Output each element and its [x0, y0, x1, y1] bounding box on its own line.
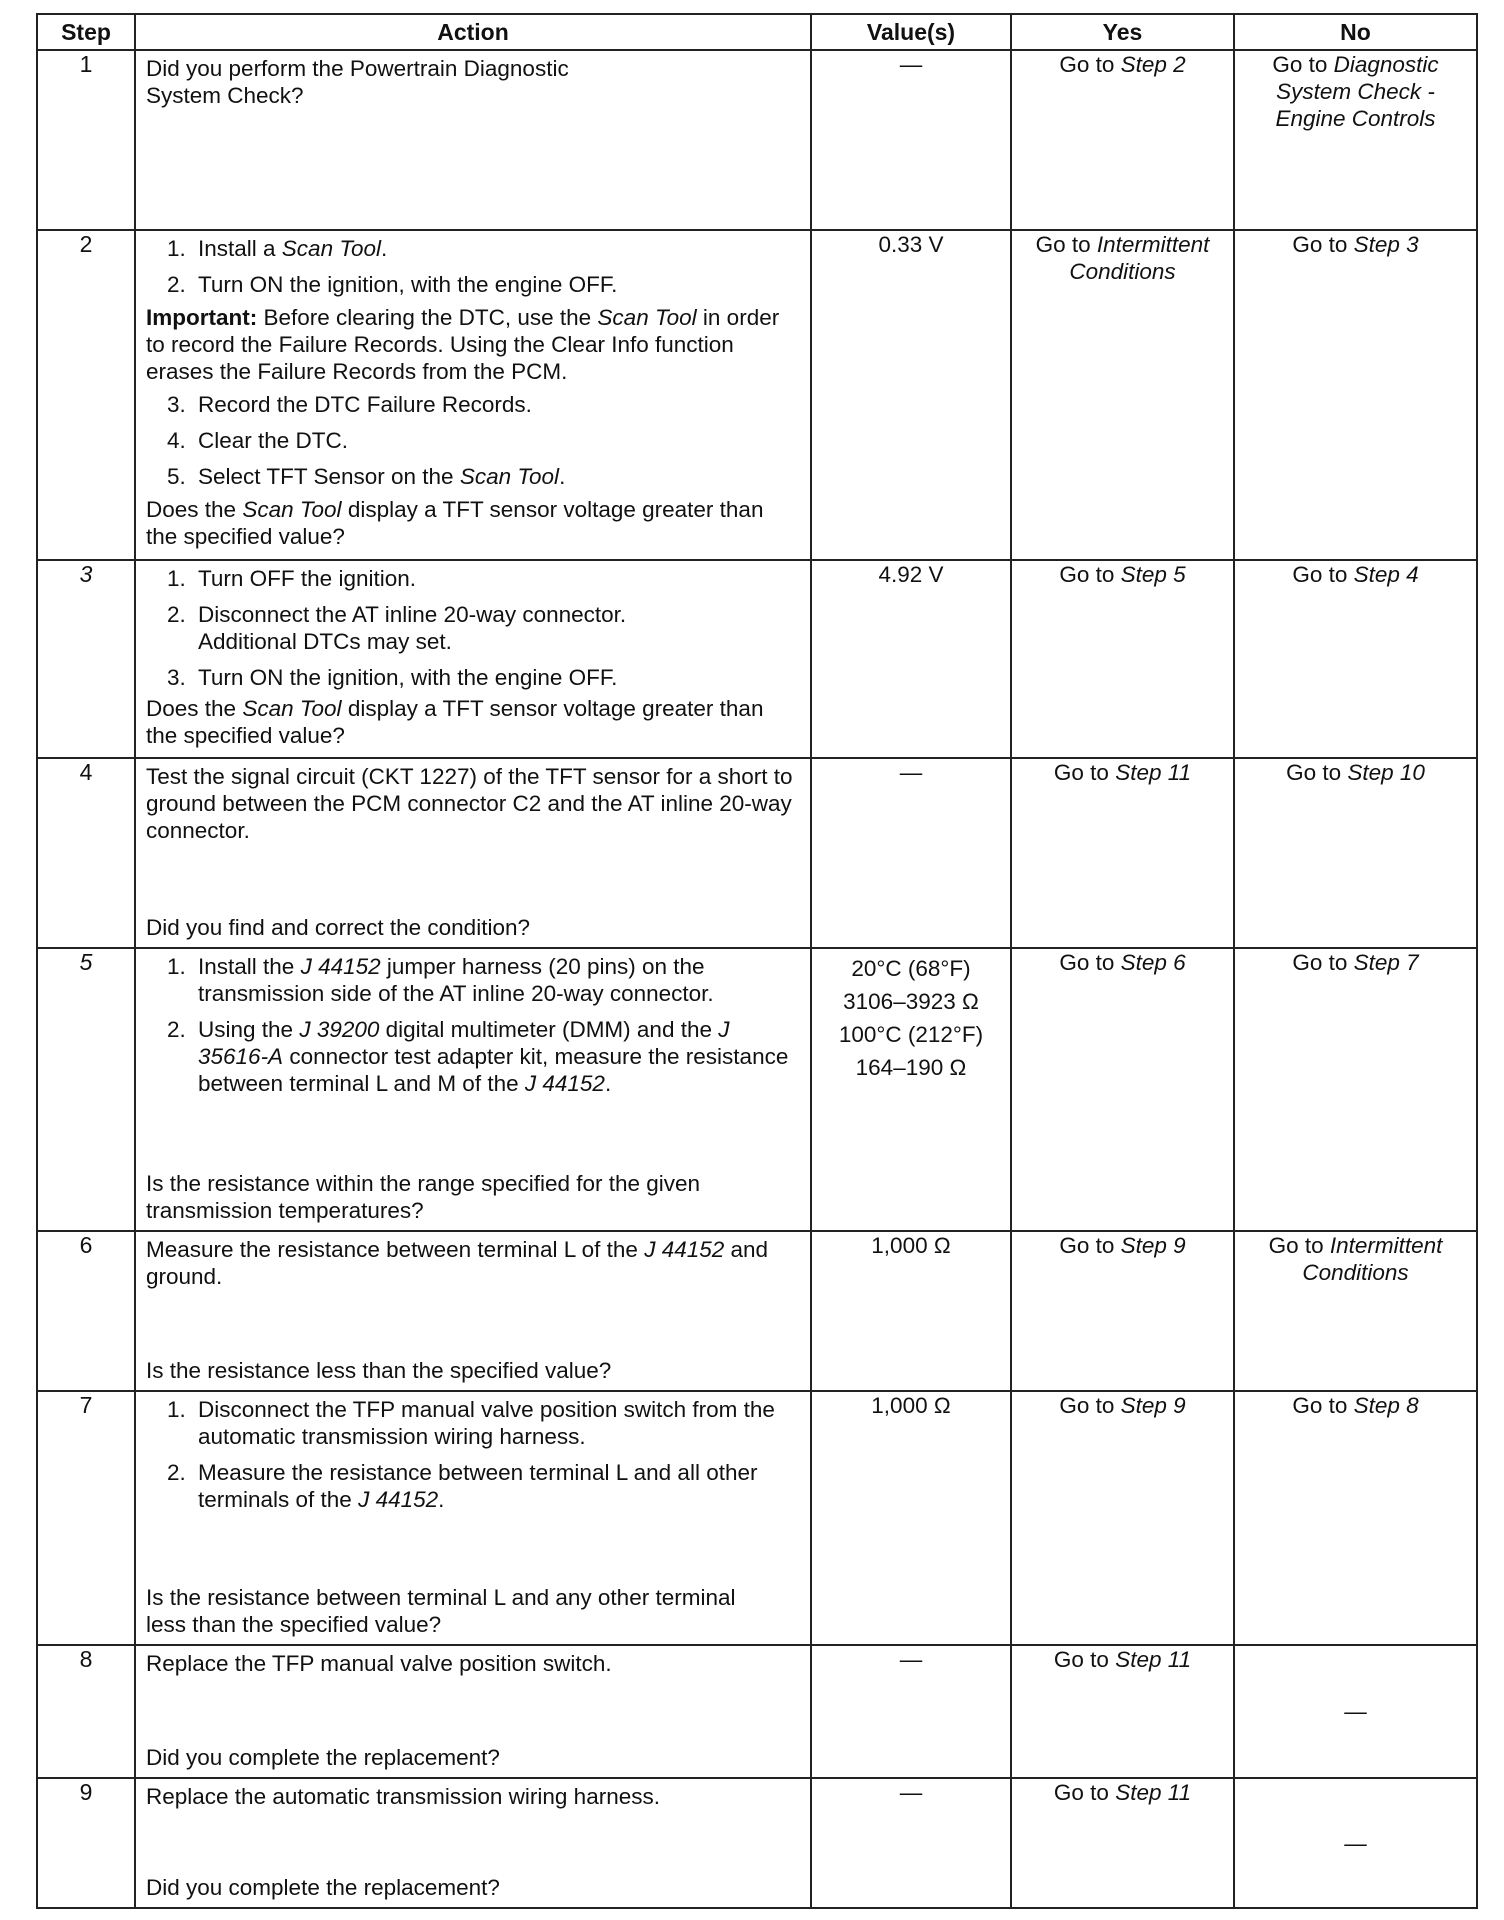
value-cell [811, 948, 1011, 1231]
yes-cell: Go to Step 2 [1011, 50, 1234, 230]
list-item: 1. Disconnect the TFP manual valve position switch from the automatic transmission wiring harness. [192, 1396, 800, 1450]
action-text: Test the signal circuit (CKT 1227) of the TFT sensor for a short to ground between the PCM connector C2 and the AT inline 20-way connector. [146, 764, 793, 843]
no-cell: Go to Step 4 [1234, 560, 1477, 758]
table-row [37, 758, 1477, 948]
question-text: Is the resistance less than the specified value? [146, 1358, 612, 1383]
value-line: 164–190 Ω [855, 1055, 967, 1080]
question-text: Is the resistance between terminal L and any other terminal less than the specified value? [146, 1585, 736, 1637]
value-cell: 1,000 Ω [811, 1231, 1011, 1391]
yes-link: Step 5 [1120, 562, 1186, 587]
yes-cell: Go to Intermittent Conditions [1011, 230, 1234, 560]
no-link: Intermittent Conditions [1302, 1233, 1443, 1285]
action-text: Replace the automatic transmission wiring harness. [146, 1784, 660, 1809]
list-item: 2. Turn ON the ignition, with the engine OFF. [192, 271, 800, 298]
diagnostic-page [36, 13, 1476, 1909]
action-cell [135, 1231, 811, 1391]
question-text: Did you find and correct the condition? [146, 915, 530, 940]
no-cell: — [1234, 1778, 1477, 1908]
yes-cell: Go to Step 11 [1011, 1778, 1234, 1908]
header-step: Step [37, 14, 135, 50]
yes-cell: Go to Step 6 [1011, 948, 1234, 1231]
step-number: 8 [37, 1645, 135, 1778]
no-cell: Go to Intermittent Conditions [1234, 1231, 1477, 1391]
no-cell: Go to Step 7 [1234, 948, 1477, 1231]
action-cell [135, 1645, 811, 1778]
value-cell: — [811, 758, 1011, 948]
table-row [37, 230, 1477, 560]
step-number: 7 [37, 1391, 135, 1645]
header-yes: Yes [1011, 14, 1234, 50]
action-cell [135, 560, 811, 758]
list-item: 4. Clear the DTC. [192, 427, 800, 454]
table-row [37, 1778, 1477, 1908]
no-link: Step 8 [1353, 1393, 1419, 1418]
action-cell [135, 948, 811, 1231]
list-item: 1. Turn OFF the ignition. [192, 565, 800, 592]
list-item: 5. Select TFT Sensor on the Scan Tool. [192, 463, 800, 490]
action-text: Measure the resistance between terminal L of the J 44152 and ground. [146, 1237, 769, 1289]
step-number: 2 [37, 230, 135, 560]
yes-link: Intermittent Conditions [1069, 232, 1210, 284]
no-cell: — [1234, 1645, 1477, 1778]
value-cell: 4.92 V [811, 560, 1011, 758]
list-item: 2. Disconnect the AT inline 20-way connector. Additional DTCs may set. [192, 601, 800, 655]
value-cell: — [811, 50, 1011, 230]
step-number: 6 [37, 1231, 135, 1391]
question-text: Did you complete the replacement? [146, 1745, 500, 1770]
value-cell: 1,000 Ω [811, 1391, 1011, 1645]
yes-link: Step 9 [1120, 1393, 1186, 1418]
yes-cell: Go to Step 11 [1011, 758, 1234, 948]
question-text: Does the Scan Tool display a TFT sensor voltage greater than the specified value? [146, 696, 764, 748]
question-text: Is the resistance within the range specified for the given transmission temperatures? [146, 1171, 701, 1223]
action-cell [135, 1778, 811, 1908]
yes-link: Step 11 [1115, 1647, 1192, 1672]
list-item: 1. Install the J 44152 jumper harness (20 pins) on the transmission side of the AT inline 20-way connector. [192, 953, 800, 1007]
question-text: Did you complete the replacement? [146, 1875, 500, 1900]
header-values: Value(s) [811, 14, 1011, 50]
yes-cell: Go to Step 11 [1011, 1645, 1234, 1778]
no-link: Step 3 [1353, 232, 1419, 257]
value-cell: 0.33 V [811, 230, 1011, 560]
yes-link: Step 2 [1120, 52, 1186, 77]
table-row [37, 1391, 1477, 1645]
no-link: Step 7 [1353, 950, 1419, 975]
list-item: 3. Record the DTC Failure Records. [192, 391, 800, 418]
no-link: Diagnostic System Check - Engine Controls [1275, 52, 1439, 131]
action-text: Did you perform the Powertrain Diagnostic System Check? [146, 56, 569, 108]
action-cell [135, 758, 811, 948]
no-cell: Go to Diagnostic System Check - Engine Controls [1234, 50, 1477, 230]
yes-link: Step 6 [1120, 950, 1186, 975]
table-row [37, 948, 1477, 1231]
header-row [37, 14, 1477, 50]
value-cell: — [811, 1778, 1011, 1908]
list-item: 1. Install a Scan Tool. [192, 235, 800, 262]
no-cell: Go to Step 3 [1234, 230, 1477, 560]
diagnostic-table [36, 13, 1478, 1909]
table-row [37, 1645, 1477, 1778]
value-line: 20°C (68°F) [851, 956, 971, 981]
table-row [37, 1231, 1477, 1391]
yes-link: Step 9 [1120, 1233, 1186, 1258]
yes-cell: Go to Step 9 [1011, 1231, 1234, 1391]
step-number: 1 [37, 50, 135, 230]
yes-link: Step 11 [1115, 1780, 1192, 1805]
no-cell: Go to Step 10 [1234, 758, 1477, 948]
value-line: 3106–3923 Ω [843, 989, 979, 1014]
step-number: 4 [37, 758, 135, 948]
table-row [37, 560, 1477, 758]
header-action: Action [135, 14, 811, 50]
question-text: Does the Scan Tool display a TFT sensor voltage greater than the specified value? [146, 497, 764, 549]
yes-cell: Go to Step 5 [1011, 560, 1234, 758]
no-cell: Go to Step 8 [1234, 1391, 1477, 1645]
no-link: Step 4 [1353, 562, 1419, 587]
action-cell [135, 1391, 811, 1645]
list-item: 3. Turn ON the ignition, with the engine OFF. [192, 664, 800, 691]
step-number: 9 [37, 1778, 135, 1908]
list-item: 2. Measure the resistance between terminal L and all other terminals of the J 44152. [192, 1459, 800, 1513]
yes-cell: Go to Step 9 [1011, 1391, 1234, 1645]
step-number: 5 [37, 948, 135, 1231]
action-cell [135, 230, 811, 560]
step-number: 3 [37, 560, 135, 758]
header-no: No [1234, 14, 1477, 50]
list-item: 2. Using the J 39200 digital multimeter (DMM) and the J 35616-A connector test adapter kit, measure the resistance between terminal L and M of the J 44152. [192, 1016, 800, 1097]
action-text: Replace the TFP manual valve position switch. [146, 1651, 612, 1676]
no-link: Step 10 [1347, 760, 1425, 785]
yes-link: Step 11 [1115, 760, 1192, 785]
important-note: Important: Before clearing the DTC, use the Scan Tool in order to record the Failure Records. Using the Clear Info function erases the Failure Records from the PCM. [146, 305, 780, 384]
value-cell: — [811, 1645, 1011, 1778]
value-line: 100°C (212°F) [838, 1022, 984, 1047]
table-row [37, 50, 1477, 230]
action-cell [135, 50, 811, 230]
